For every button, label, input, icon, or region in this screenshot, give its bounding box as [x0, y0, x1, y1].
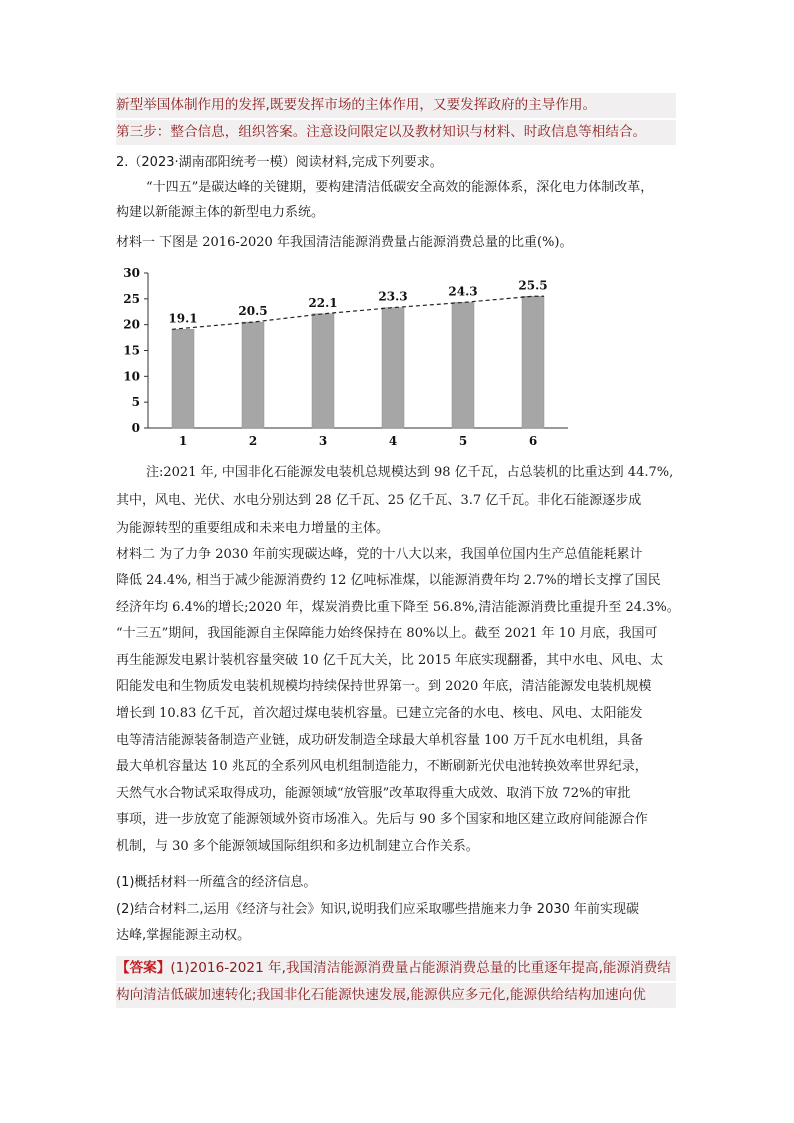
- sub-question-2-line-2: 达峰,掌握能源主动权。: [116, 928, 251, 943]
- value-label: 25.5: [518, 278, 548, 293]
- note-line-1: 注:2021 年, 中国非化石能源发电装机总规模达到 98 亿千瓦，占总装机的比重达到 44.7%,: [146, 465, 674, 480]
- x-tick-label: 4: [388, 434, 398, 448]
- question-title: 2.（2023·湖南邵阳统考一模）阅读材料,完成下列要求。: [116, 155, 443, 170]
- value-label: 20.5: [238, 304, 268, 319]
- x-tick-label: 2: [248, 434, 258, 448]
- question-intro-2: 构建以新能源主体的新型电力系统。: [116, 205, 325, 220]
- y-tick-label: 25: [123, 291, 140, 306]
- y-tick-label: 10: [123, 369, 140, 384]
- material2-line-3: 经济年均 6.4%的增长;2020 年，煤炭消费比重下降至 56.8%,清洁能源消费比重提升至 24.3%。: [116, 600, 680, 615]
- sub-question-2-line-1: (2)结合材料二,运用《经济与社会》知识,说明我们应采取哪些措施来力争 2030 年前实现碳: [116, 902, 640, 917]
- value-label: 23.3: [378, 289, 408, 304]
- y-tick-label: 30: [123, 266, 140, 280]
- material2-line-6: 阳能发电和生物质发电装机规模均持续保持世界第一。到 2020 年底，清洁能源发电装机规模: [116, 679, 652, 694]
- material2-line-12: 机制，与 30 多个能源领域国际组织和多边机制建立合作关系。: [116, 839, 479, 854]
- note-line-3: 为能源转型的重要组成和未来电力增量的主体。: [116, 521, 390, 536]
- answer-line-1: [116, 956, 676, 981]
- material2-line-11: 事项，进一步放宽了能源领域外资市场准入。先后与 90 多个国家和地区建立政府间能源合作: [116, 812, 648, 827]
- y-axis: [123, 266, 148, 435]
- value-label: 22.1: [308, 295, 338, 310]
- bar-5: [452, 302, 474, 428]
- x-tick-label: 6: [528, 434, 538, 448]
- y-tick-label: 15: [123, 343, 140, 358]
- x-tick-label: 5: [458, 434, 468, 448]
- value-label: 19.1: [168, 311, 198, 326]
- bars: [172, 296, 544, 428]
- header-note-1: 新型举国体制作用的发挥,既要发挥市场的主体作用，又要发挥政府的主导作用。: [116, 93, 676, 118]
- x-tick-label: 3: [318, 434, 328, 448]
- answer-text-1: (1)2016-2021 年,我国清洁能源消费量占能源消费总量的比重逐年提高,能源消费结: [170, 960, 671, 976]
- bar-4: [382, 308, 404, 428]
- bar-6: [522, 296, 544, 428]
- bar-chart: [110, 262, 580, 452]
- material2-line-5: 再生能源发电累计装机容量突破 10 亿千瓦大关，比 2015 年底实现翻番，其中水电、风电、太: [116, 653, 664, 668]
- header-note-2: 第三步：整合信息，组织答案。注意设问限定以及教材知识与材料、时政信息等相结合。: [116, 120, 676, 145]
- answer-line-2: 构向清洁低碳加速转化;我国非化石能源快速发展,能源供应多元化,能源供给结构加速向优: [116, 983, 676, 1008]
- trend-dashed-line: [172, 296, 544, 329]
- material2-line-1: 材料二 为了力争 2030 年前实现碳达峰，党的十八大以来，我国单位国内生产总值能耗累计: [116, 547, 643, 562]
- y-tick-label: 0: [131, 421, 140, 435]
- material2-line-8: 电等清洁能源装备制造产业链，成功研发制造全球最大单机容量 100 万千瓦水电机组，具备: [116, 733, 644, 748]
- note-line-2: 其中，风电、光伏、水电分别达到 28 亿千瓦、25 亿千瓦、3.7 亿千瓦。非化石能源逐步成: [116, 493, 642, 508]
- material2-line-7: 增长到 10.83 亿千瓦，首次超过煤电装机容量。已建立完备的水电、核电、风电、太阳能发: [116, 706, 643, 721]
- material1-caption: 材料一 下图是 2016-2020 年我国清洁能源消费量占能源消费总量的比重(%)。: [116, 235, 573, 250]
- answer-tag: 【答案】: [116, 960, 171, 976]
- sub-question-1: (1)概括材料一所蕴含的经济信息。: [116, 875, 317, 890]
- bar-2: [242, 322, 264, 428]
- value-labels: [168, 278, 547, 325]
- bar-1: [172, 329, 194, 428]
- material2-line-10: 天然气水合物试采取得成功，能源领域“放管服”改革取得重大成效、取消下放 72%的审批: [116, 786, 631, 801]
- x-tick-label: 1: [178, 434, 188, 448]
- trend-line: [172, 296, 544, 329]
- material2-line-2: 降低 24.4%, 相当于减少能源消费约 12 亿吨标准煤，以能源消费年均 2.7%的增长支撑了国民: [116, 573, 661, 588]
- x-axis: [148, 428, 568, 448]
- material2-line-9: 最大单机容量达 10 兆瓦的全系列风电机组制造能力，不断刷新光伏电池转换效率世界纪录，: [116, 759, 648, 774]
- y-tick-label: 5: [131, 395, 140, 410]
- y-tick-label: 20: [123, 317, 140, 332]
- bar-3: [312, 314, 334, 428]
- value-label: 24.3: [448, 284, 478, 299]
- material2-line-4: “十三五”期间，我国能源自主保障能力始终保持在 80%以上。截至 2021 年 10 月底，我国可: [116, 626, 658, 641]
- question-intro-1: “十四五”是碳达峰的关键期，要构建清洁低碳安全高效的能源体系，深化电力体制改革，: [146, 180, 654, 195]
